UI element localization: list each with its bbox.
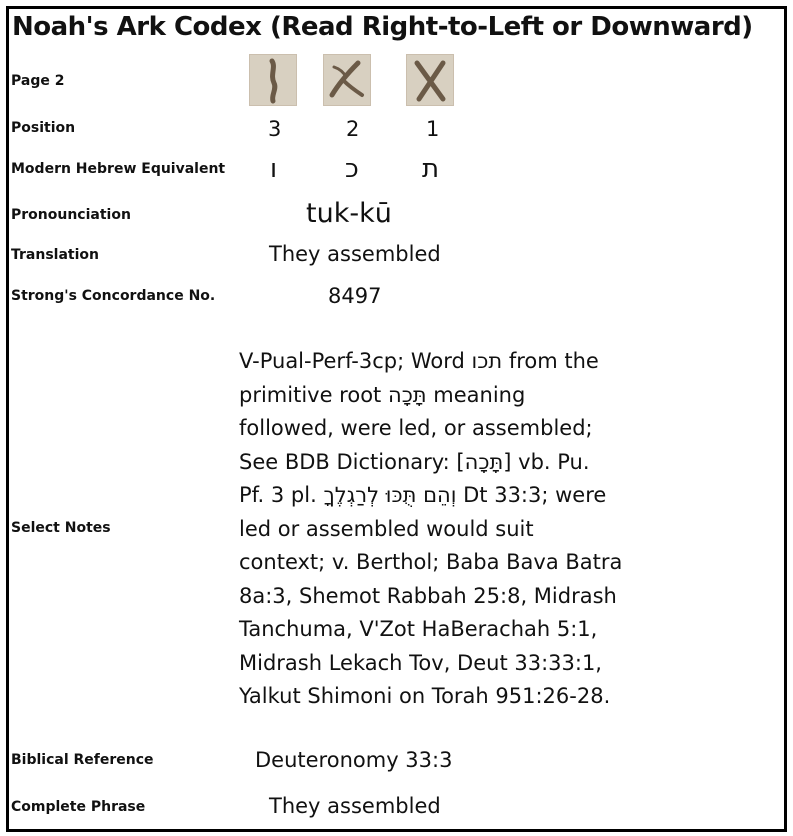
row-label-reference: Biblical Reference [11, 752, 154, 768]
hebrew-letter-1: ת [422, 154, 440, 184]
position-2: 2 [346, 117, 360, 141]
hebrew-letter-3: ו [270, 154, 278, 184]
notes-line: Yalkut Shimoni on Torah 951:26-28. [239, 684, 611, 708]
strongs-value: 8497 [328, 284, 382, 308]
glyph-1-icon [406, 54, 454, 106]
notes-line: Midrash Lekach Tov, Deut 33:33:1, [239, 650, 602, 675]
notes-line: followed, were led, or assembled; [239, 416, 593, 440]
row-label-strongs: Strong's Concordance No. [11, 288, 216, 304]
row-label-phrase: Complete Phrase [11, 799, 146, 815]
hebrew-letter-2: כ [345, 154, 359, 184]
reference-value: Deuteronomy 33:3 [255, 748, 453, 772]
notes-line: primitive root תָּכָה meaning [239, 382, 526, 407]
row-label-pronunciation: Pronounciation [11, 207, 131, 223]
row-label-hebrew: Modern Hebrew Equivalent [11, 161, 226, 177]
notes-line: See BDB Dictionary: [תָּכָה] vb. Pu. [239, 449, 590, 474]
notes-line: Pf. 3 pl. וְהֵם תֻּכּוּ לְרַגְלֶךָ Dt 33:3; were [239, 483, 607, 507]
row-label-page: Page 2 [11, 73, 65, 89]
row-label-translation: Translation [11, 247, 99, 263]
position-1: 1 [426, 117, 440, 141]
notes-line: led or assembled would suit [239, 516, 534, 541]
notes-line: 8a:3, Shemot Rabbah 25:8, Midrash [239, 583, 617, 608]
phrase-value: They assembled [269, 794, 441, 818]
glyph-3-icon [249, 54, 297, 106]
position-3: 3 [268, 117, 282, 141]
pronunciation-value: tuk-kū [306, 198, 392, 229]
glyph-2-icon [323, 54, 371, 106]
notes-block [239, 345, 639, 714]
notes-line: context; v. Berthol; Baba Bava Batra [239, 550, 623, 574]
notes-line: V-Pual-Perf-3cp; Word תכו from the [239, 349, 599, 373]
page-title: Noah's Ark Codex (Read Right-to-Left or Downward) [12, 12, 753, 42]
notes-line: Tanchuma, V'Zot HaBerachah 5:1, [239, 617, 598, 641]
translation-value: They assembled [269, 242, 441, 266]
row-label-position: Position [11, 120, 76, 136]
row-label-notes: Select Notes [11, 520, 111, 536]
